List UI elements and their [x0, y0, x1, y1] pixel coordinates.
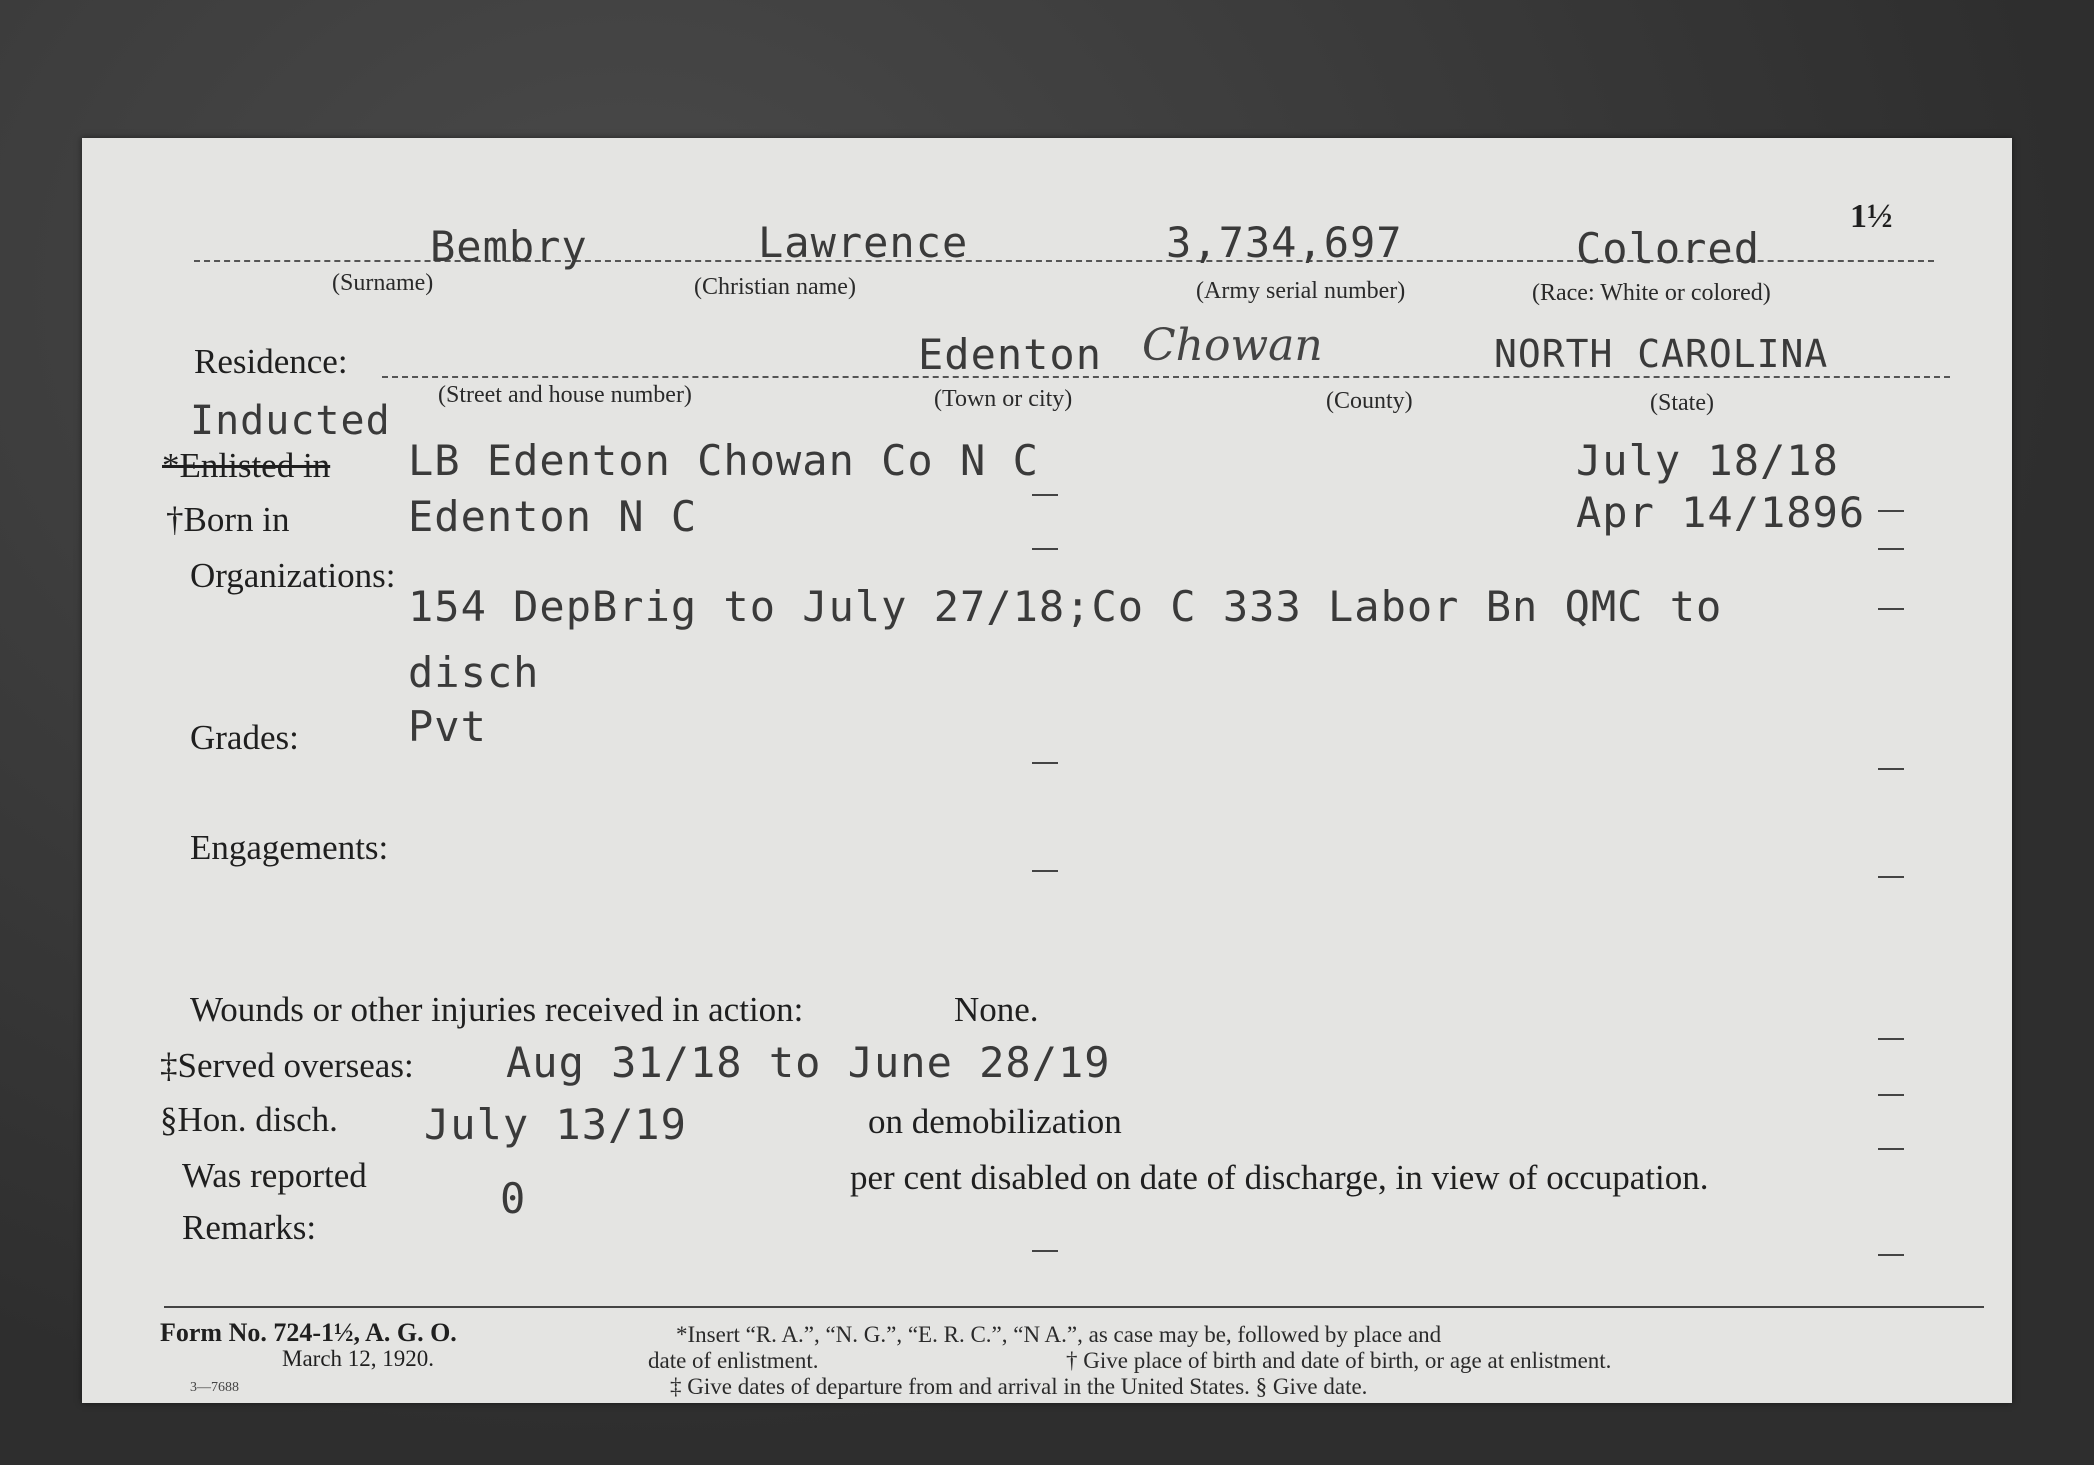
county-caption: (County) — [1326, 388, 1413, 414]
tick-mark — [1878, 768, 1904, 770]
tick-mark — [1878, 510, 1904, 512]
remarks-label: Remarks: — [182, 1208, 317, 1247]
born-place: Edenton N C — [408, 492, 698, 541]
organizations-label: Organizations: — [190, 556, 396, 595]
print-code: 3—7688 — [190, 1380, 239, 1395]
residence-county-handwritten: Chowan — [1142, 320, 1323, 371]
residence-line — [382, 376, 1950, 378]
footer-note-2b: † Give place of birth and date of birth, or age at enlistment. — [1066, 1348, 1612, 1373]
discharge-note: on demobilization — [868, 1102, 1122, 1141]
grades-value: Pvt — [408, 702, 487, 751]
draft-card — [82, 138, 2012, 1403]
surname-caption: (Surname) — [332, 270, 434, 296]
serial-number-caption: (Army serial number) — [1196, 278, 1406, 304]
christian-name-value: Lawrence — [758, 218, 969, 267]
wounds-value: None. — [954, 990, 1039, 1029]
enlisted-date: July 18/18 — [1576, 436, 1839, 485]
tick-mark — [1032, 762, 1058, 764]
overseas-label: ‡Served overseas: — [160, 1046, 414, 1085]
town-caption: (Town or city) — [934, 386, 1073, 412]
tick-mark — [1878, 1148, 1904, 1150]
tick-mark — [1878, 1038, 1904, 1040]
christian-name-caption: (Christian name) — [694, 274, 856, 300]
reported-label: Was reported — [182, 1156, 367, 1195]
street-caption: (Street and house number) — [438, 382, 692, 408]
tick-mark — [1032, 1250, 1058, 1252]
form-number: Form No. 724-1½, A. G. O. — [160, 1318, 457, 1347]
tick-mark — [1878, 1254, 1904, 1256]
tick-mark — [1032, 870, 1058, 872]
footer-note-3: ‡ Give dates of departure from and arrival in the United States. § Give date. — [670, 1374, 1368, 1399]
tick-mark — [1878, 1094, 1904, 1096]
enlisted-label: *Enlisted in — [162, 446, 331, 485]
footer-rule — [164, 1306, 1984, 1308]
residence-state: NORTH CAROLINA — [1494, 332, 1829, 376]
residence-town: Edenton — [918, 330, 1103, 379]
tick-mark — [1032, 494, 1058, 496]
form-date: March 12, 1920. — [282, 1346, 435, 1371]
overseas-value: Aug 31/18 to June 28/19 — [506, 1038, 1111, 1087]
tick-mark — [1878, 548, 1904, 550]
footer-note-1: *Insert “R. A.”, “N. G.”, “E. R. C.”, “N A.”, as case may be, followed by place and — [676, 1322, 1442, 1347]
discharge-date: July 13/19 — [424, 1100, 687, 1149]
born-label: †Born in — [166, 500, 290, 539]
race-value: Colored — [1576, 224, 1761, 273]
surname-value: Bembry — [430, 222, 588, 271]
engagements-label: Engagements: — [190, 828, 389, 867]
fraction-mark: 1½ — [1850, 198, 1893, 235]
enlisted-place: LB Edenton Chowan Co N C — [408, 436, 1039, 485]
residence-label: Residence: — [194, 342, 348, 381]
tick-mark — [1878, 876, 1904, 878]
state-caption: (State) — [1650, 390, 1714, 416]
footer-note-2a: date of enlistment. — [648, 1348, 819, 1373]
inducted-text: Inducted — [190, 398, 391, 444]
grades-label: Grades: — [190, 718, 299, 757]
reported-value: 0 — [500, 1174, 527, 1223]
born-date: Apr 14/1896 — [1576, 488, 1866, 537]
tick-mark — [1878, 608, 1904, 610]
serial-number-value: 3,734,697 — [1166, 218, 1403, 267]
organizations-line-1: 154 DepBrig to July 27/18;Co C 333 Labor Bn QMC to — [408, 582, 1723, 631]
race-caption: (Race: White or colored) — [1532, 280, 1771, 306]
wounds-label: Wounds or other injuries received in action: — [190, 990, 804, 1029]
organizations-line-2: disch — [408, 648, 540, 697]
reported-note: per cent disabled on date of discharge, in view of occupation. — [850, 1158, 1709, 1197]
tick-mark — [1032, 548, 1058, 550]
discharge-label: §Hon. disch. — [160, 1100, 338, 1139]
